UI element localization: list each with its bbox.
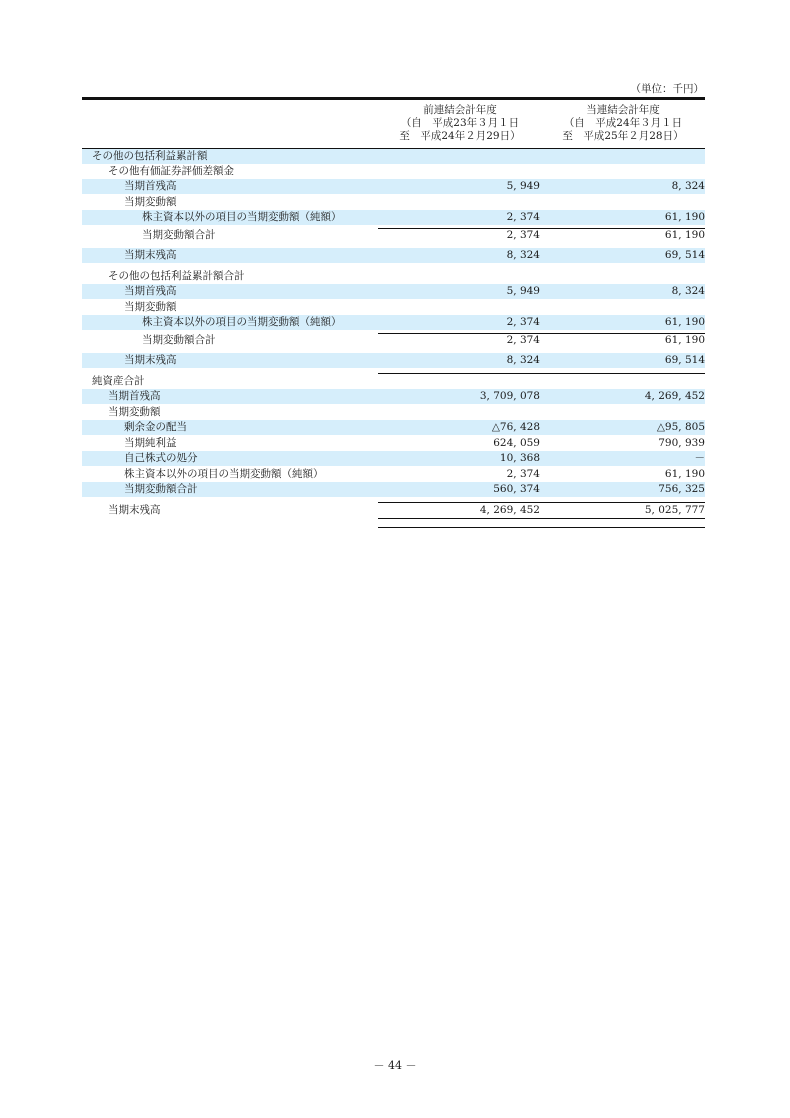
subtotal-rule (378, 373, 705, 374)
table-row (82, 195, 705, 210)
row-label: 当期首残高 (124, 285, 177, 297)
table-row (82, 333, 705, 348)
table-row (82, 420, 705, 435)
column-header-line: （自 平成24年３月１日 (563, 117, 683, 129)
table-row (82, 389, 705, 404)
page-number: － 44 － (373, 1059, 417, 1072)
column-header-line: 至 平成25年２月28日） (562, 130, 684, 142)
row-value-current: 4, 269, 452 (644, 390, 705, 402)
table-row (82, 436, 705, 451)
row-label: 当期首残高 (108, 390, 161, 402)
column-header-line: 当連結会計年度 (586, 104, 660, 116)
row-value-current: △95, 805 (656, 421, 705, 433)
row-label: 当期変動額 (124, 196, 177, 208)
row-label: 当期変動額 (108, 406, 161, 418)
row-label: 株主資本以外の項目の当期変動額（純額） (142, 211, 342, 223)
row-value-previous: 2, 374 (506, 468, 540, 480)
row-label: その他の包括利益累計額合計 (108, 270, 245, 282)
column-header-line: 至 平成24年２月29日） (399, 130, 521, 142)
row-value-current: 61, 190 (664, 334, 705, 346)
row-value-previous: 5, 949 (506, 285, 540, 297)
table-row (82, 284, 705, 299)
table-row (82, 315, 705, 330)
row-label: 剰余金の配当 (124, 421, 187, 433)
row-value-previous: 2, 374 (506, 211, 540, 223)
row-label: 当期変動額合計 (142, 229, 216, 241)
row-value-current: 790, 939 (658, 437, 705, 449)
row-label: 株主資本以外の項目の当期変動額（純額） (124, 468, 324, 480)
row-label: 純資産合計 (92, 375, 145, 387)
table-row (82, 503, 705, 518)
row-label: 当期変動額合計 (142, 334, 216, 346)
subtotal-rule (378, 518, 705, 519)
table-row (82, 374, 705, 389)
row-value-previous: 2, 374 (506, 316, 540, 328)
table-row (82, 353, 705, 368)
row-label: 当期末残高 (124, 249, 177, 261)
row-value-previous: 4, 269, 452 (479, 504, 540, 516)
column-header-current-year (541, 104, 705, 143)
row-value-current: 8, 324 (671, 285, 705, 297)
table-row (82, 228, 705, 243)
column-header-previous-year (378, 104, 542, 143)
row-value-current: 61, 190 (664, 468, 705, 480)
table-row (82, 482, 705, 497)
table-row (82, 451, 705, 466)
row-value-current: 756, 325 (658, 483, 705, 495)
row-label: 当期首残高 (124, 180, 177, 192)
table-row (82, 248, 705, 263)
subtotal-rule (378, 333, 705, 334)
table-row (82, 210, 705, 225)
table-row (82, 149, 705, 164)
row-label: その他有価証券評価差額金 (108, 165, 234, 177)
row-label: その他の包括利益累計額 (92, 150, 208, 162)
row-label: 当期変動額 (124, 301, 177, 313)
table-header (82, 100, 705, 148)
row-value-previous: 10, 368 (499, 452, 540, 464)
subtotal-rule (378, 502, 705, 503)
row-value-previous: 2, 374 (506, 229, 540, 241)
column-header-line: （自 平成23年３月１日 (400, 117, 520, 129)
row-value-current: － (694, 452, 705, 464)
table-row (82, 300, 705, 315)
row-value-previous: △76, 428 (491, 421, 540, 433)
table-row (82, 269, 705, 284)
row-value-previous: 5, 949 (506, 180, 540, 192)
row-value-previous: 560, 374 (493, 483, 540, 495)
row-value-current: 61, 190 (664, 229, 705, 241)
row-label: 自己株式の処分 (124, 452, 198, 464)
row-value-current: 8, 324 (671, 180, 705, 192)
row-value-current: 69, 514 (664, 249, 705, 261)
row-value-current: 61, 190 (664, 211, 705, 223)
row-value-previous: 2, 374 (506, 334, 540, 346)
row-label: 当期末残高 (124, 354, 177, 366)
table-row (82, 405, 705, 420)
row-value-current: 69, 514 (664, 354, 705, 366)
row-value-previous: 624, 059 (493, 437, 540, 449)
row-value-previous: 8, 324 (506, 354, 540, 366)
table-row (82, 467, 705, 482)
row-label: 当期純利益 (124, 437, 177, 449)
table-row (82, 179, 705, 194)
row-value-current: 61, 190 (664, 316, 705, 328)
row-label: 株主資本以外の項目の当期変動額（純額） (142, 316, 342, 328)
column-header-line: 前連結会計年度 (423, 104, 497, 116)
table-row (82, 164, 705, 179)
row-label: 当期変動額合計 (124, 483, 198, 495)
row-value-current: 5, 025, 777 (644, 504, 705, 516)
row-label: 当期末残高 (108, 504, 161, 516)
unit-label: （単位：千円） (630, 83, 704, 95)
subtotal-rule (378, 527, 705, 528)
subtotal-rule (378, 228, 705, 229)
row-value-previous: 8, 324 (506, 249, 540, 261)
row-value-previous: 3, 709, 078 (479, 390, 540, 402)
